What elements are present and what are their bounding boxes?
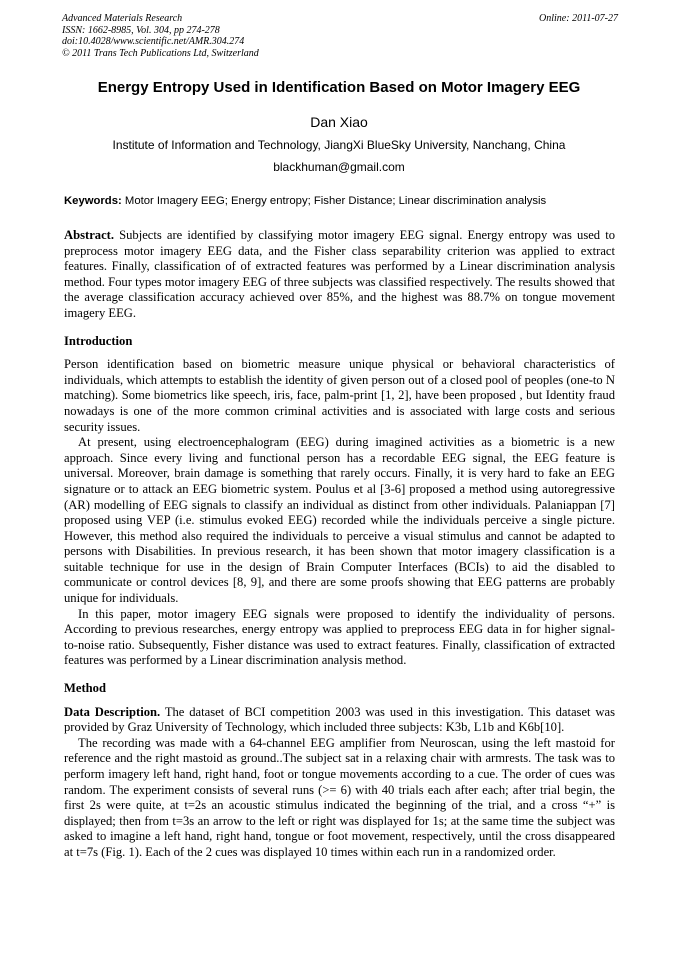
- online-date: Online: 2011-07-27: [539, 13, 618, 24]
- intro-paragraph: At present, using electroencephalogram (EEG) during imagined activities as a biometric is a new approach. Since every living and functional person has a recordable EEG signal, the EEG feature is universal. Moreover, brain damage is something that rarely occurs. Finally, it is very hard to fake an EEG signature or to attack an EEG biometric system. Poulus et al [3-6] proposed a method using autoregressive (AR) modelling of EEG signals to classify an individual as distinct from other individuals. Palaniappan [7] proposed using VEP (i.e. stimulus evoked EEG) recorded while the individuals perceive a single picture. However, this method also required the individuals to perceive a visual stimulus and cannot be adapted to persons with Disabilities. In previous research, it has been shown that motor imagery classification is a suitable technique for use in the design of Brain Computer Interfaces (BCIs) to aid the disabled to communicate or control devices [8, 9], and there are some proofs showing that EEG patterns are probably unique for individuals.: [64, 435, 615, 606]
- journal-name: Advanced Materials Research: [62, 13, 183, 24]
- intro-paragraph: In this paper, motor imagery EEG signals were proposed to identify the individuality of persons. According to previous researches, energy entropy was applied to preprocess EEG data in for higher signal-to-noise ratio. Subsequently, Fisher distance was used to extract features. Finally, classification of extracted features was performed by a Linear discrimination analysis method.: [64, 606, 615, 668]
- method-paragraph: The recording was made with a 64-channel EEG amplifier from Neuroscan, using the left mastoid for reference and the right mastoid as ground..The subject sat in a relaxing chair with armrests. The task was to perform imagery left hand, right hand, foot or tongue movements according to a cue. The order of cues was random. The experiment consists of several runs (>= 6) with 40 trials each after each; after trial begin, the first 2s were quite, at t=2s an acoustic stimulus indicated the beginning of the trial, and a cross “+” is displayed; then from t=3s an arrow to the left or right was displayed for 1s; at the same time the subject was asked to imagine a left hand, right hand, tongue or foot movement, respectively, until the cross disappeared at t=7s (Fig. 1). Each of the 2 cues was displayed 10 times within each run in a randomized order.: [64, 735, 615, 859]
- paper-title: Energy Entropy Used in Identification Based on Motor Imagery EEG: [97, 79, 581, 96]
- introduction-heading: Introduction: [64, 333, 133, 348]
- author-name: Dan Xiao: [310, 114, 368, 130]
- abstract-label: Abstract.: [64, 228, 115, 242]
- intro-paragraph: Person identification based on biometric measure unique physical or behavioral characteristics of individuals, which attempts to establish the identity of given person out of a closed pool of peoples (one-to N matching). Some biometrics like speech, iris, face, palm-print [1, 2], have been proposed , but Identity fraud nowadays is one of the more common criminal activities and is associated with large costs and serious security issues.: [64, 357, 615, 434]
- data-description: [64, 705, 615, 736]
- journal-header: [62, 13, 618, 59]
- journal-copyright: © 2011 Trans Tech Publications Ltd, Switzerland: [62, 47, 259, 59]
- keywords-label: Keywords:: [64, 195, 122, 207]
- abstract: [64, 228, 615, 322]
- journal-doi: doi:10.4028/www.scientific.net/AMR.304.274: [62, 36, 245, 47]
- data-description-label: Data Description.: [64, 704, 161, 719]
- author-affiliation: Institute of Information and Technology, JiangXi BlueSky University, Nanchang, China: [112, 138, 566, 152]
- keywords-text: Motor Imagery EEG; Energy entropy; Fisher Distance; Linear discrimination analysis: [124, 195, 547, 207]
- keywords: [64, 194, 620, 209]
- data-description-text: The dataset of BCI competition 2003 was used in this investigation. This dataset was provided by Graz University of Technology, which included three subjects: K3b, L1b and K6b[10].: [64, 704, 616, 735]
- journal-issn: ISSN: 1662-8985, Vol. 304, pp 274-278: [62, 24, 220, 36]
- abstract-text: Subjects are identified by classifying motor imagery EEG signal. Energy entropy was used to preprocess motor imagery EEG data, and the Fisher class separability criterion was applied to extract features. Finally, classification of of extracted features was performed by a Linear discrimination analysis method. Four types motor imagery EEG of three subjects was classified respectively. The results showed that the average classification accuracy achieved over 85%, and the highest was 88.7% on tongue movement imagery EEG.: [64, 228, 615, 320]
- method-heading: Method: [64, 681, 106, 696]
- author-email: blackhuman@gmail.com: [273, 160, 405, 174]
- paper-body: [64, 228, 615, 861]
